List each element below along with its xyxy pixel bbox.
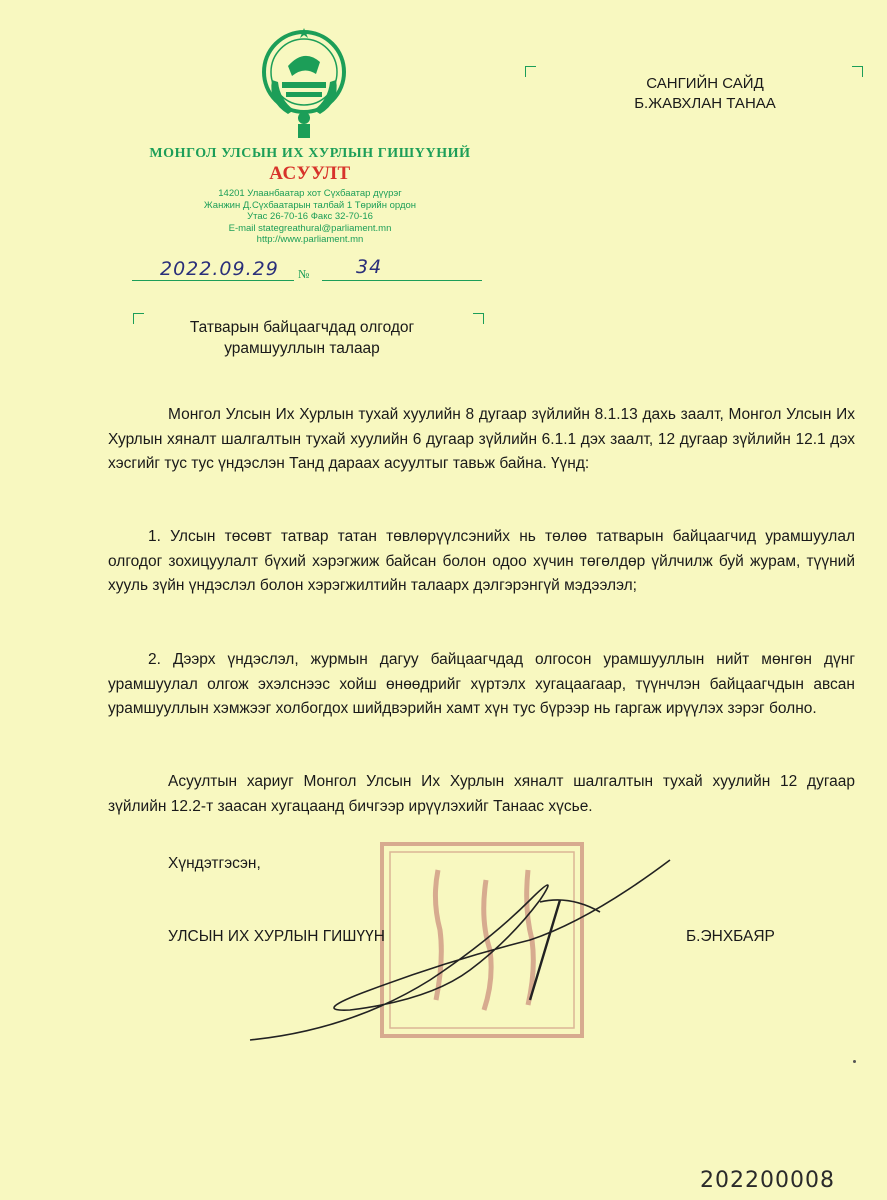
- body-paragraph-item-2: 2. Дээрх үндэслэл, журмын дагуу байцаагчдад олгосон урамшууллын нийт мөнгөн дүнг урамшуулал олгож эхэлснээс хойш өнөөдрийг хүртэлх хугацаагаар, түүнчлэн байцаагчдын авсан урамшууллын хэмжээг холбогдох шийдвэрийн хамт хүн тус бүрээр нь гаргаж ирүүлэх зэрэг болно.: [108, 651, 855, 717]
- addressee: [580, 74, 830, 114]
- corner-mark: [133, 313, 144, 324]
- subject-line: урамшууллын талаар: [224, 340, 380, 357]
- scan-dot: [853, 1060, 856, 1063]
- body-paragraph-intro: Монгол Улсын Их Хурлын тухай хуулийн 8 дугаар зүйлийн 8.1.13 дахь заалт, Монгол Улсын Их Хурлын хяналт шалгалтын тухай хуулийн 6 дугаар зүйлийн 6.1.1 дэх заалт, 12 дугаар зүйлийн 12.1 дэх хэсгийг тус тус үндэслэн Танд дараах асуултыг тавьж байна. Үүнд:: [108, 406, 855, 472]
- closing-regards: Хүндэтгэсэн,: [168, 855, 261, 872]
- signatory-title: УЛСЫН ИХ ХУРЛЫН ГИШҮҮН: [168, 928, 385, 945]
- addressee-title: САНГИЙН САЙД: [646, 75, 764, 92]
- corner-mark: [852, 66, 863, 77]
- corner-mark: [525, 66, 536, 77]
- address-line: 14201 Улаанбаатар хот Сүхбаатар дүүрэг: [218, 188, 402, 199]
- address-line: Жанжин Д.Сүхбаатарын талбай 1 Төрийн ордон: [203, 199, 417, 211]
- subject-line: Татварын байцаагчдад олгодог: [189, 319, 415, 336]
- date-underline: [132, 280, 294, 281]
- body-paragraph-item-1: 1. Улсын төсөвт татвар татан төвлөрүүлсэнийх нь төлөө татварын байцаагчид урамшуулал олгодог зохицуулалт бүхий хэрэгжиж байсан болон одоо хүчин төгөлдөр үйлчилж буй журам, түүний хууль зүйн үндэслэл болон хэрэгжилтийн талаарх дэлгэрэнгүй мэдээлэл;: [108, 528, 855, 594]
- handwritten-signature: [230, 840, 700, 1060]
- signatory-name: Б.ЭНХБАЯР: [686, 928, 775, 945]
- handwritten-date: 2022.09.29: [160, 258, 279, 280]
- state-emblem-icon: [258, 22, 350, 140]
- subject: [152, 317, 452, 359]
- handwritten-number: 34: [356, 256, 383, 278]
- address-line: http://www.parliament.mn: [256, 234, 364, 245]
- letterhead-org: МОНГОЛ УЛСЫН ИХ ХУРЛЫН ГИШҮҮНИЙ: [149, 146, 471, 161]
- letterhead-address: [160, 188, 460, 246]
- registration-number: 202200008: [700, 1168, 835, 1193]
- number-sign: №: [298, 267, 310, 281]
- address-line: Утас 26-70-16 Факс 32-70-16: [247, 211, 373, 222]
- number-underline: [322, 280, 482, 281]
- body-paragraph-request: Асуултын хариуг Монгол Улсын Их Хурлын хяналт шалгалтын тухай хуулийн 12 дугаар зүйлийн 12.2-т заасан хугацаанд бичгээр ирүүлэхийг Танаас хүсье.: [108, 773, 855, 815]
- corner-mark: [473, 313, 484, 324]
- addressee-name: Б.ЖАВХЛАН ТАНАА: [634, 95, 776, 112]
- letterhead-doc-type: АСУУЛТ: [269, 163, 351, 184]
- address-line: E-mail stategreathural@parliament.mn: [228, 222, 392, 234]
